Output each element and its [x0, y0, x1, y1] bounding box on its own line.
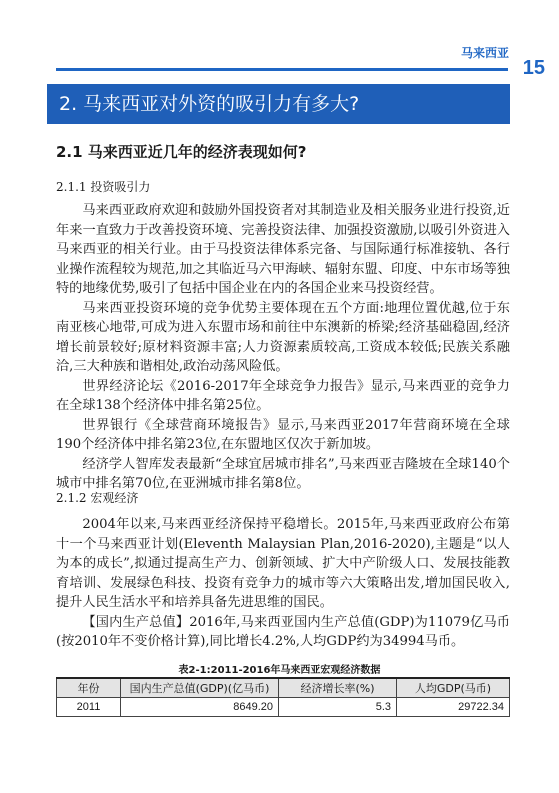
section-2-1-heading: 2.1 马来西亚近几年的经济表现如何?: [56, 143, 307, 161]
investment-attraction-body: [56, 201, 510, 494]
macro-economy-body: [56, 515, 510, 652]
paragraph: 经济学人智库发表最新“全球宜居城市排名”,马来西亚吉隆坡在全球140个城市中排名第70位,在亚洲城市排名第8位。: [56, 456, 510, 491]
paragraph: 马来西亚政府欢迎和鼓励外国投资者对其制造业及相关服务业进行投资,近年来一直致力于改善投资环境、完善投资法律、加强投资激励,以吸引外资进入马来西亚的相关行业。由于马投资法律体系完备、与国际通行标准接轨、各行业操作流程较为规范,加之其临近马六甲海峡、辐射东盟、印度、中东市场等独特的地缘优势,吸引了包括中国企业在内的各国企业来马投资经营。: [56, 203, 510, 296]
header-rule: [56, 68, 508, 71]
column-header-gdp: 国内生产总值(GDP)(亿马币): [121, 678, 279, 697]
macro-data-table: [56, 677, 510, 717]
column-header-gdp-per-capita: 人均GDP(马币): [397, 678, 510, 697]
paragraph: 世界经济论坛《2016-2017年全球竞争力报告》显示,马来西亚的竞争力在全球138个经济体中排名第25位。: [56, 378, 510, 413]
column-header-year: 年份: [57, 678, 121, 697]
table-cell-year: 2011: [57, 697, 121, 716]
section-2-1-1-heading: 2.1.1 投资吸引力: [56, 180, 151, 194]
table-caption: 表2-1:2011-2016年马来西亚宏观经济数据: [178, 665, 381, 676]
chapter-banner: 2. 马来西亚对外资的吸引力有多大?: [47, 84, 510, 124]
table-row: [57, 697, 510, 716]
header-title: 马来西亚: [460, 46, 509, 60]
column-header-growth: 经济增长率(%): [279, 678, 397, 697]
table-cell-gdp: 8649.20: [121, 697, 279, 716]
table-cell-growth: 5.3: [279, 697, 397, 716]
paragraph: 世界银行《全球营商环境报告》显示,马来西亚2017年营商环境在全球190个经济体中排名第23位,在东盟地区仅次于新加坡。: [56, 417, 510, 452]
paragraph: 马来西亚投资环境的竞争优势主要体现在五个方面:地理位置优越,位于东南亚核心地带,可成为进入东盟市场和前往中东澳新的桥梁;经济基础稳固,经济增长前景较好;原材料资源丰富;人力资源素质较高,工资成本较低;民族关系融洽,三大种族和谐相处,政治动荡风险低。: [56, 300, 510, 374]
paragraph: 2004年以来,马来西亚经济保持平稳增长。2015年,马来西亚政府公布第十一个马来西亚计划(Eleventh Malaysian Plan,2016-2020),主题是“以人为本的成长”,拟通过提高生产力、创新领域、扩大中产阶级人口、发展技能教育培训、发展绿色科技、投资有竞争力的城市等六大策略出发,增加国民收入,提升人民生活水平和培养具备先进思维的国民。: [56, 517, 510, 610]
table-header-row: [57, 678, 510, 697]
section-2-1-2-heading: 2.1.2 宏观经济: [56, 491, 139, 505]
paragraph: 【国内生产总值】2016年,马来西亚国内生产总值(GDP)为11079亿马币(按2010年不变价格计算),同比增长4.2%,人均GDP约为34994马币。: [56, 614, 510, 649]
table-cell-gdp-per-capita: 29722.34: [397, 697, 510, 716]
page-number: 15: [522, 57, 545, 79]
